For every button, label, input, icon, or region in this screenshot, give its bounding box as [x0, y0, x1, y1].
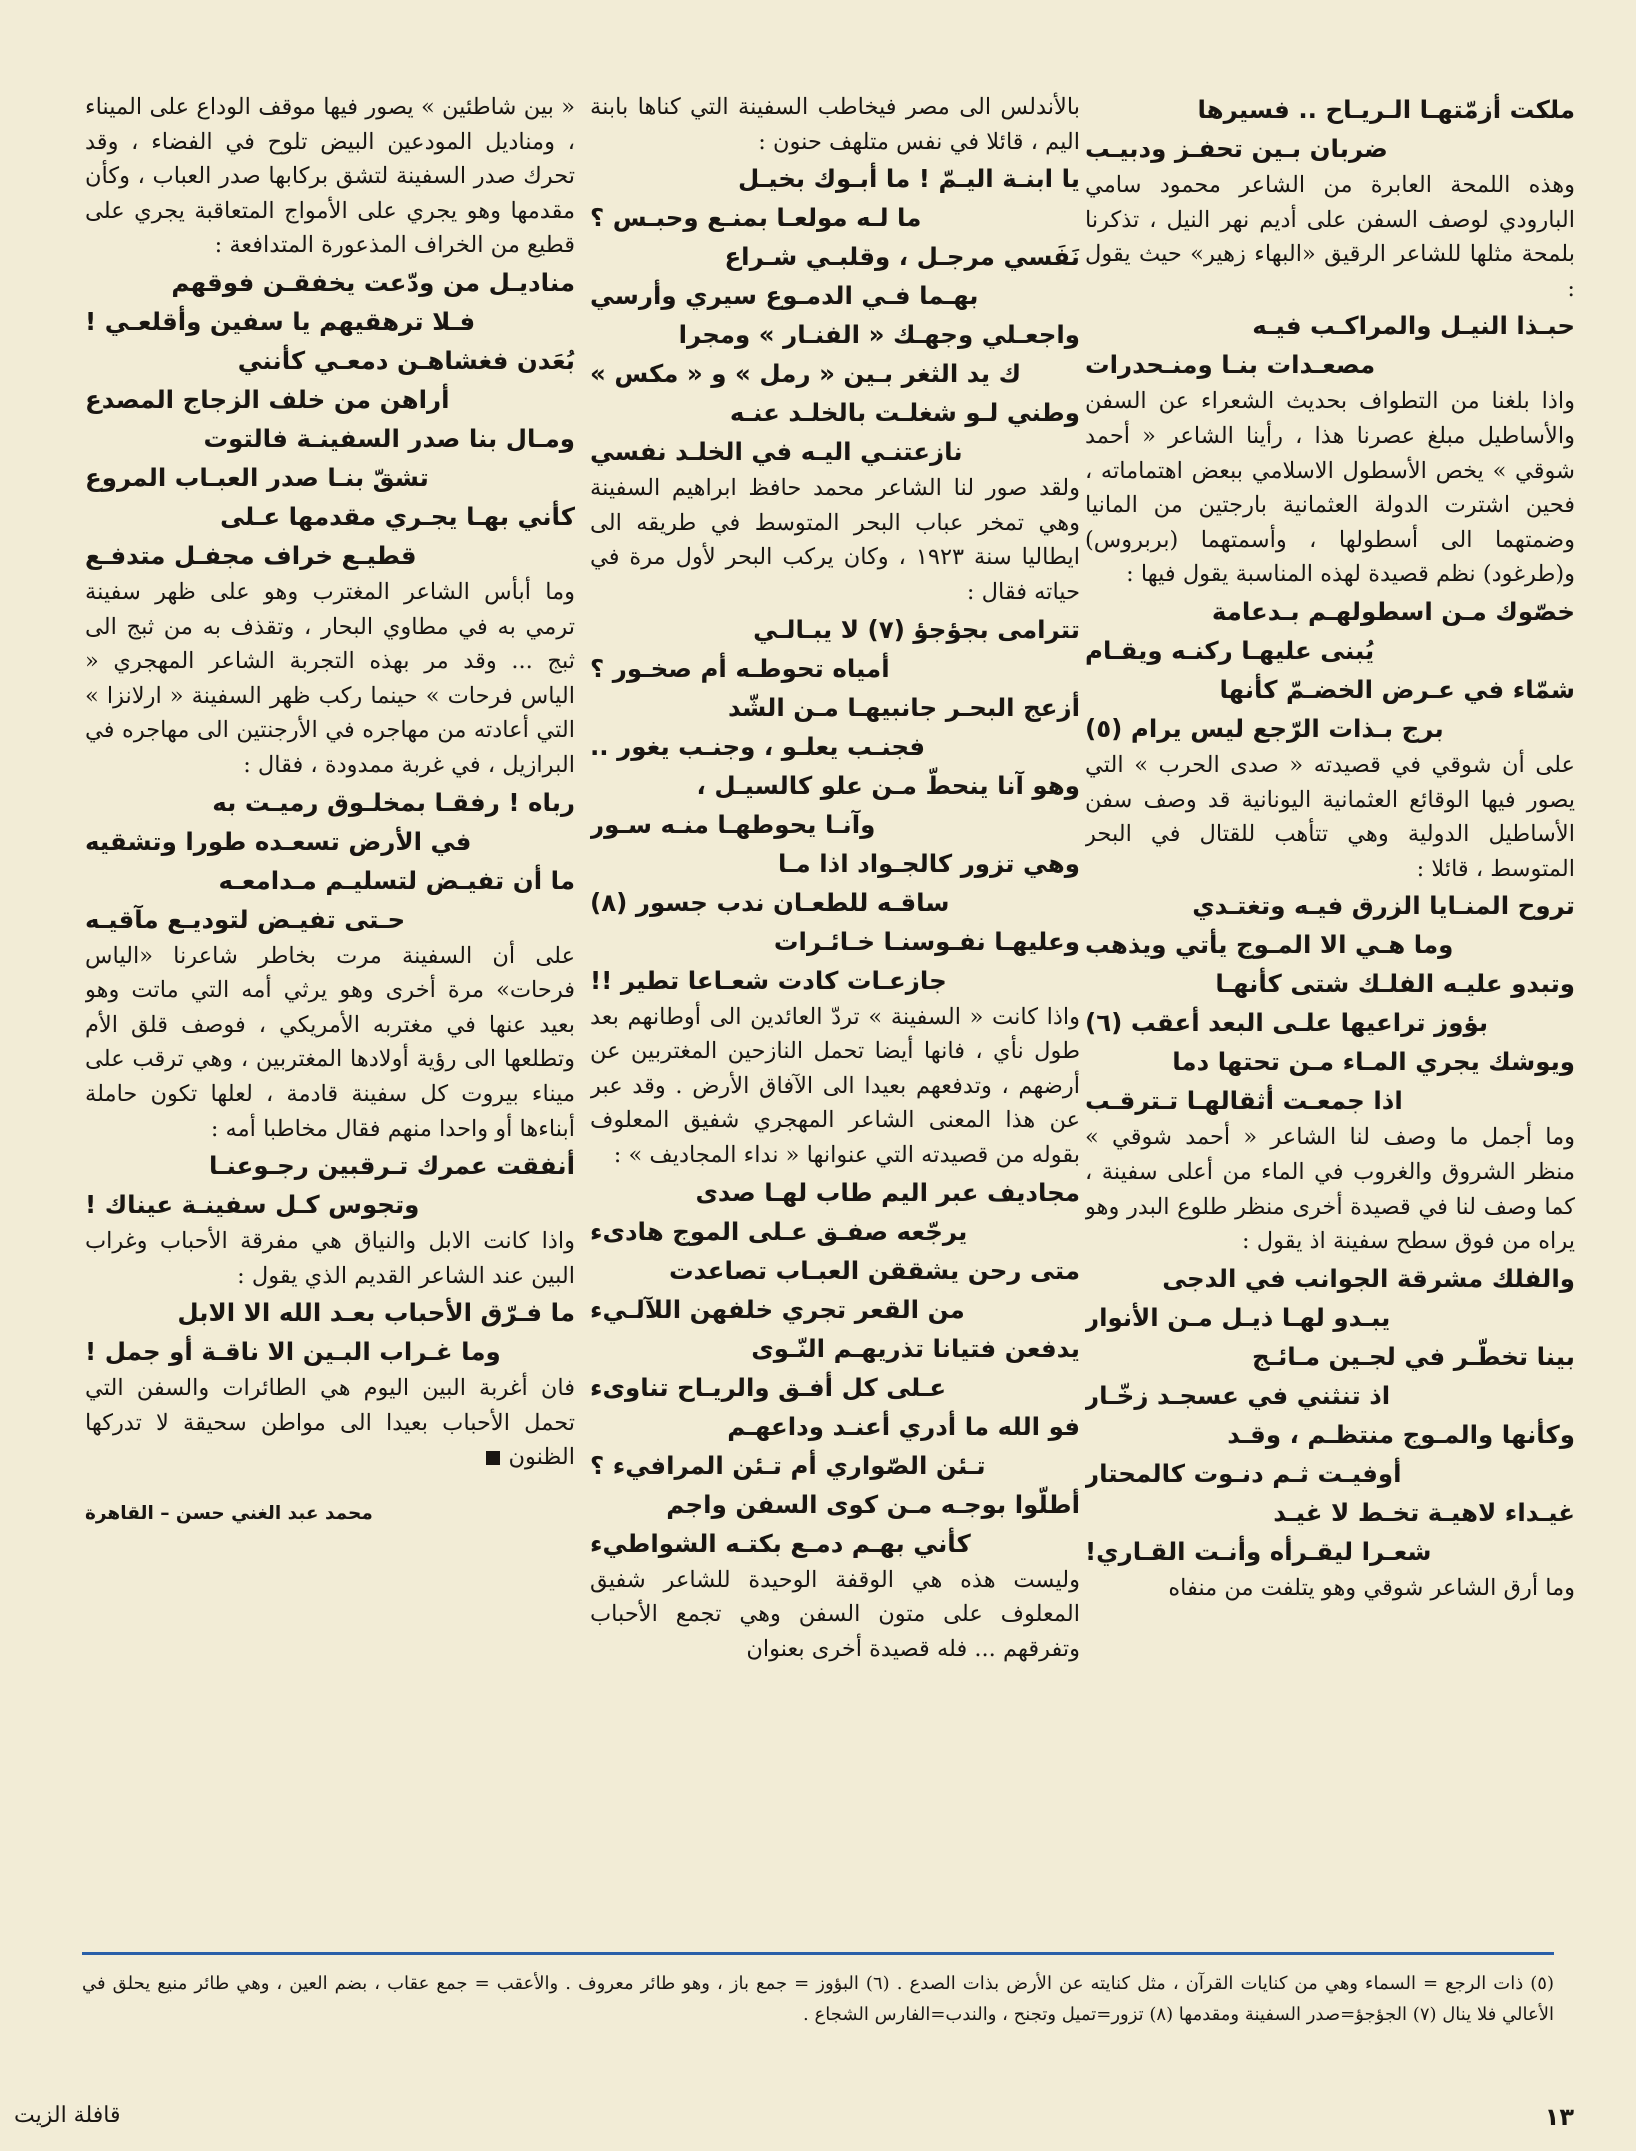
paragraph: واذا كانت الابل والنياق هي مفرقة الأحباب وغراب البين عند الشاعر القديم الذي يقول : [85, 1228, 575, 1289]
verse-first-hemistich: ما فـرّق الأحباب بعـد الله الا الابل [177, 1298, 575, 1328]
verse-second-hemistich: تـئن الصّواري أم تـئن المرافيء ؟ [590, 1450, 986, 1480]
verse-second-hemistich: وآنـا يحوطهـا منـه سـور [590, 809, 876, 839]
paragraph: وهذه اللمحة العابرة من الشاعر محمود سامي البارودي لوصف السفن على أديم نهر النيل ، تذكرنا بلمحة مثلها للشاعر الرقيق «البهاء زهير» حيث يقول : [1085, 172, 1575, 302]
verse-second-hemistich: حـتى تفيـض لتوديـع مآقيـه [85, 904, 406, 934]
verse-first-hemistich: والفلك مشرقة الجوانب في الدجى [1162, 1263, 1575, 1293]
footnote: (٥) ذات الرجع = السماء وهي من كنايات القرآن ، مثل كنايته عن الأرض بذات الصدع . (٦) البؤوز = جمع باز ، وهو طائر معروف . والأعقب = جمع عقاب ، بضم العين ، وهي طائر منيع يحلق في الأعالي فلا ينال (٧) الجؤجؤ=صدر السفينة ومقدمها (٨) تزور=تميل وتجنح ، والندب=الفارس الشجاع . [82, 1973, 1554, 2025]
article-end-mark [486, 1451, 500, 1465]
verse-second-hemistich: يرجّعه صفـق عـلى الموج هادىء [590, 1216, 968, 1246]
page-number: ١٣ [1544, 2103, 1574, 2131]
verse-first-hemistich: كأني بهـا يجـري مقدمها عـلى [220, 501, 575, 531]
verse-first-hemistich: بُعَدن فغشاهـن دمعـي كأنني [237, 345, 575, 375]
verse-first-hemistich: يا ابنـة اليـمّ ! ما أبـوك بخيـل [737, 164, 1080, 194]
verse-second-hemistich: من القعر تجري خلفهن اللآلـيء [590, 1294, 965, 1324]
paragraph: فان أغربة البين اليوم هي الطائرات والسفن التي تحمل الأحباب بعيدا الى مواطن سحيقة لا تدركها الظنون [85, 1375, 575, 1471]
verse-second-hemistich: اذ تنثني في عسجـد زخّـار [1085, 1380, 1391, 1410]
verse-second-hemistich: مصعـدات بنـا ومنـحدرات [1085, 350, 1376, 380]
verse-first-hemistich: غيـداء لاهيـة تخـط لا غيـد [1273, 1497, 1575, 1527]
paragraph: على أن السفينة مرت بخاطر شاعرنا «الياس فرحات» مرة أخرى وهو يرثي أمه التي ماتت وهو بعيد عنها في مغتربه الأمريكي ، فوصف قلق الأم وتطلعها الى رؤية أولادها المغتربين ، وهي ترقب على ميناء بيروت كل سفينة قادمة ، لعلها تكون حاملة أبناءها أو واحدا منهم فقال مخاطبا أمه : [85, 942, 575, 1142]
verse-second-hemistich: بهـما فـي الدمـوع سيري وأرسي [590, 281, 979, 311]
verse-first-hemistich: واجعـلي وجهـك « الفنـار » ومجرا [678, 320, 1080, 350]
verse-second-hemistich: وما هـي الا المـوج يأتي ويذهب [1085, 930, 1454, 960]
verse-first-hemistich: مجاديف عبر اليم طاب لهـا صدى [695, 1177, 1080, 1207]
paragraph: « بين شاطئين » يصور فيها موقف الوداع على الميناء ، ومناديل المودعين البيض تلوح في الفضاء ، وقد تحرك صدر السفينة لتشق بركابها صدر العباب ، وكأن مقدمها وهو يجري على الأمواج المتعاقبة يجري على قطيع من الخراف المذعورة المتدافعة : [85, 94, 575, 259]
author-signature: محمد عبد الغني حسن – القاهرة [85, 1503, 373, 1525]
verse-second-hemistich: ك يد الثغر بـين « رمل » و « مكس » [590, 359, 1022, 389]
verse-second-hemistich: فـلا ترهقيهم يا سفين وأقلعـي ! [85, 306, 476, 336]
verse-first-hemistich: وطني لـو شغلـت بالخلـد عنـه [729, 398, 1080, 428]
paragraph: واذا كانت « السفينة » تردّ العائدين الى أوطانهم بعد طول نأي ، فانها أيضا تحمل النازحين المغتربين عن أرضهم ، وتدفعهم بعيدا الى الآفاق الأرض . وقد عبر عن هذا المعنى الشاعر المهجري شفيق المعلوف بقوله من قصيدته التي عنوانها « نداء المجاديف » : [590, 1003, 1080, 1168]
verse-first-hemistich: وكأنها والمـوج منتظـم ، وقـد [1227, 1419, 1575, 1449]
paragraph: وما أرق الشاعر شوقي وهو يتلفت من منفاه [1168, 1574, 1575, 1601]
verse-second-hemistich: بؤوز تراعيها علـى البعد أعقب (٦) [1085, 1008, 1489, 1038]
verse-first-hemistich: وهو آنا ينحطّ مـن علو كالسيـل ، [696, 770, 1080, 800]
paragraph: وما أبأس الشاعر المغترب وهو على ظهر سفينة ترمي به في مطاوي البحار ، وتقذف به من ثبج الى ثبج ... وقد مر بهذه التجربة الشاعر المهجري « الياس فرحات » حينما ركب ظهر السفينة « ارلانزا » التي أعادته من مهاجره في الأرجنتين الى مهاجره في البرازيل ، في غربة ممدودة ، فقال : [85, 578, 575, 778]
verse-second-hemistich: عـلى كل أفـق والريـاح تناوىء [590, 1372, 947, 1402]
paragraph: وما أجمل ما وصف لنا الشاعر « أحمد شوقي » منظر الشروق والغروب في الماء من أعلى سفينة ، كما وصف لنا في قصيدة أخرى منظر طلوع البدر وهو يراه من فوق سطح سفينة اذ يقول : [1085, 1124, 1575, 1255]
verse-first-hemistich: فو الله ما أدري أعنـد وداعهـم [727, 1411, 1080, 1441]
verse-first-hemistich: يدفعن فتيانا تذريهـم النّـوى [751, 1333, 1080, 1363]
verse-first-hemistich: رباه ! رفقـا بمخلـوق رميـت به [212, 787, 575, 817]
verse-first-hemistich: متى رحن يشققن العبـاب تصاعدت [669, 1255, 1080, 1285]
verse-first-hemistich: وهي تزور كالجـواد اذا مـا [777, 848, 1080, 878]
verse-first-hemistich: ملكت أزمّتهـا الـريـاح .. فسيرها [1197, 95, 1575, 124]
verse-second-hemistich: أوفيـت ثـم دنـوت كالمحتار [1085, 1458, 1402, 1488]
verse-first-hemistich: وتبدو عليـه الفلـك شتى كأنهـا [1215, 969, 1575, 999]
verse-first-hemistich: تترامى بجؤجؤ (٧) لا يبـالـي [753, 614, 1080, 644]
verse-second-hemistich: شعـرا ليقـرأه وأنـت القـاري! [1085, 1536, 1432, 1566]
verse-first-hemistich: حبـذا النيـل والمراكـب فيـه [1252, 311, 1575, 341]
verse-first-hemistich: بينا تخطّـر في لجـين مـائـج [1252, 1341, 1575, 1371]
paragraph: وليست هذه هي الوقفة الوحيدة للشاعر شفيق المعلوف على متون السفن وهي تجمع الأحباب وتفرقهم ... فله قصيدة أخرى بعنوان [590, 1566, 1080, 1662]
verse-first-hemistich: نَفَسي مرجـل ، وقلبـي شـراع [724, 242, 1080, 272]
verse-second-hemistich: تشقّ بنـا صدر العبـاب المروع [85, 462, 429, 492]
verse-second-hemistich: اذا جمعـت أثقالهـا تـترقـب [1085, 1086, 1403, 1116]
verse-second-hemistich: نازعتنـي اليـه في الخلـد نفسي [590, 437, 963, 467]
verse-second-hemistich: أراهن من خلف الزجاج المصدع [85, 384, 450, 414]
magazine-name: قافلة الزيت [14, 2103, 121, 2128]
paragraph: بالأندلس الى مصر فيخاطب السفينة التي كناها بابنة اليم ، قائلا في نفس متلهف حنون : [590, 94, 1080, 155]
verse-first-hemistich: وعليهـا نفـوسنـا خـائـرات [773, 926, 1080, 956]
verse-second-hemistich: وتجوس كـل سفينـة عيناك ! [85, 1190, 420, 1220]
verse-first-hemistich: تروح المنـايا الزرق فيـه وتغتـدي [1192, 891, 1575, 921]
footnote-divider [82, 1952, 1554, 1955]
verse-second-hemistich: أمياه تحوطـه أم صخـور ؟ [590, 653, 890, 683]
verse-second-hemistich: فجنـب يعلـو ، وجنـب يغور .. [590, 731, 926, 761]
column-right [1085, 90, 1575, 2040]
verse-second-hemistich: برج بـذات الرّجع ليس يرام (٥) [1085, 713, 1444, 743]
verse-second-hemistich: جازعـات كادت شعـاعا تطير !! [590, 965, 947, 995]
verse-first-hemistich: شمّاء في عـرض الخضـمّ كأنها [1219, 674, 1575, 704]
verse-first-hemistich: مناديـل من ودّعت يخفقـن فوقهم [171, 267, 575, 297]
verse-first-hemistich: ما أن تفيـض لتسليـم مـدامعـه [218, 865, 575, 895]
column-left [85, 90, 575, 2040]
verse-second-hemistich: ما لـه مولعـا بمنـع وحبـس ؟ [590, 203, 922, 233]
footnotes [82, 1968, 1554, 2030]
verse-second-hemistich: في الأرض تسعـده طورا وتشقيه [85, 826, 472, 856]
verse-second-hemistich: كأني بهـم دمـع بكتـه الشواطيء [590, 1528, 971, 1558]
verse-second-hemistich: يُبنى عليهـا ركنـه ويقـام [1085, 635, 1375, 665]
column-middle [590, 90, 1080, 2040]
verse-second-hemistich: قطيـع خراف مجفـل متدفـع [85, 540, 417, 570]
verse-second-hemistich: ضربان بـين تحفـز ودبيـب [1085, 134, 1388, 163]
paragraph: على أن شوقي في قصيدته « صدى الحرب » التي يصور فيها الوقائع العثمانية اليونانية قد وصف سفن الأساطيل الدولية وهي تتأهب للقتال في البحر المتوسط ، قائلا : [1085, 751, 1575, 882]
verse-first-hemistich: أزعج البحـر جانبيهـا مـن الشّد [728, 692, 1080, 722]
paragraph: ولقد صور لنا الشاعر محمد حافظ ابراهيم السفينة وهي تمخر عباب البحر المتوسط في طريقه الى ايطاليا سنة ١٩٢٣ ، وكان يركب البحر لأول مرة في حياته فقال : [590, 475, 1080, 605]
verse-second-hemistich: يبـدو لهـا ذيـل مـن الأنوار [1085, 1302, 1391, 1332]
verse-first-hemistich: ويوشك يجري المـاء مـن تحتها دما [1172, 1047, 1575, 1077]
verse-first-hemistich: ومـال بنا صدر السفينـة فالتوت [203, 423, 575, 453]
paragraph: واذا بلغنا من التطواف بحديث الشعراء عن السفن والأساطيل مبلغ عصرنا هذا ، رأينا الشاعر « أحمد شوقي » يخص الأسطول الاسلامي ببعض اهتماماته ، فحين اشترت الدولة العثمانية بارجتين من المانيا وضمتهما الى أسطولها ، وأسمتهما (بربروس) و(طرغود) نظم قصيدة لهذه المناسبة يقول فيها : [1085, 388, 1575, 588]
verse-second-hemistich: وما غـراب البـين الا ناقـة أو جمل ! [85, 1337, 501, 1367]
verse-first-hemistich: أنفقت عمرك تـرقبين رجـوعنـا [209, 1151, 575, 1181]
verse-first-hemistich: أطلّوا بوجـه مـن كوى السفن واجم [666, 1489, 1080, 1519]
verse-first-hemistich: خصّوك مـن اسطولهـم بـدعامة [1211, 596, 1575, 626]
verse-second-hemistich: ساقـه للطعـان ندب جسور (٨) [590, 887, 950, 917]
